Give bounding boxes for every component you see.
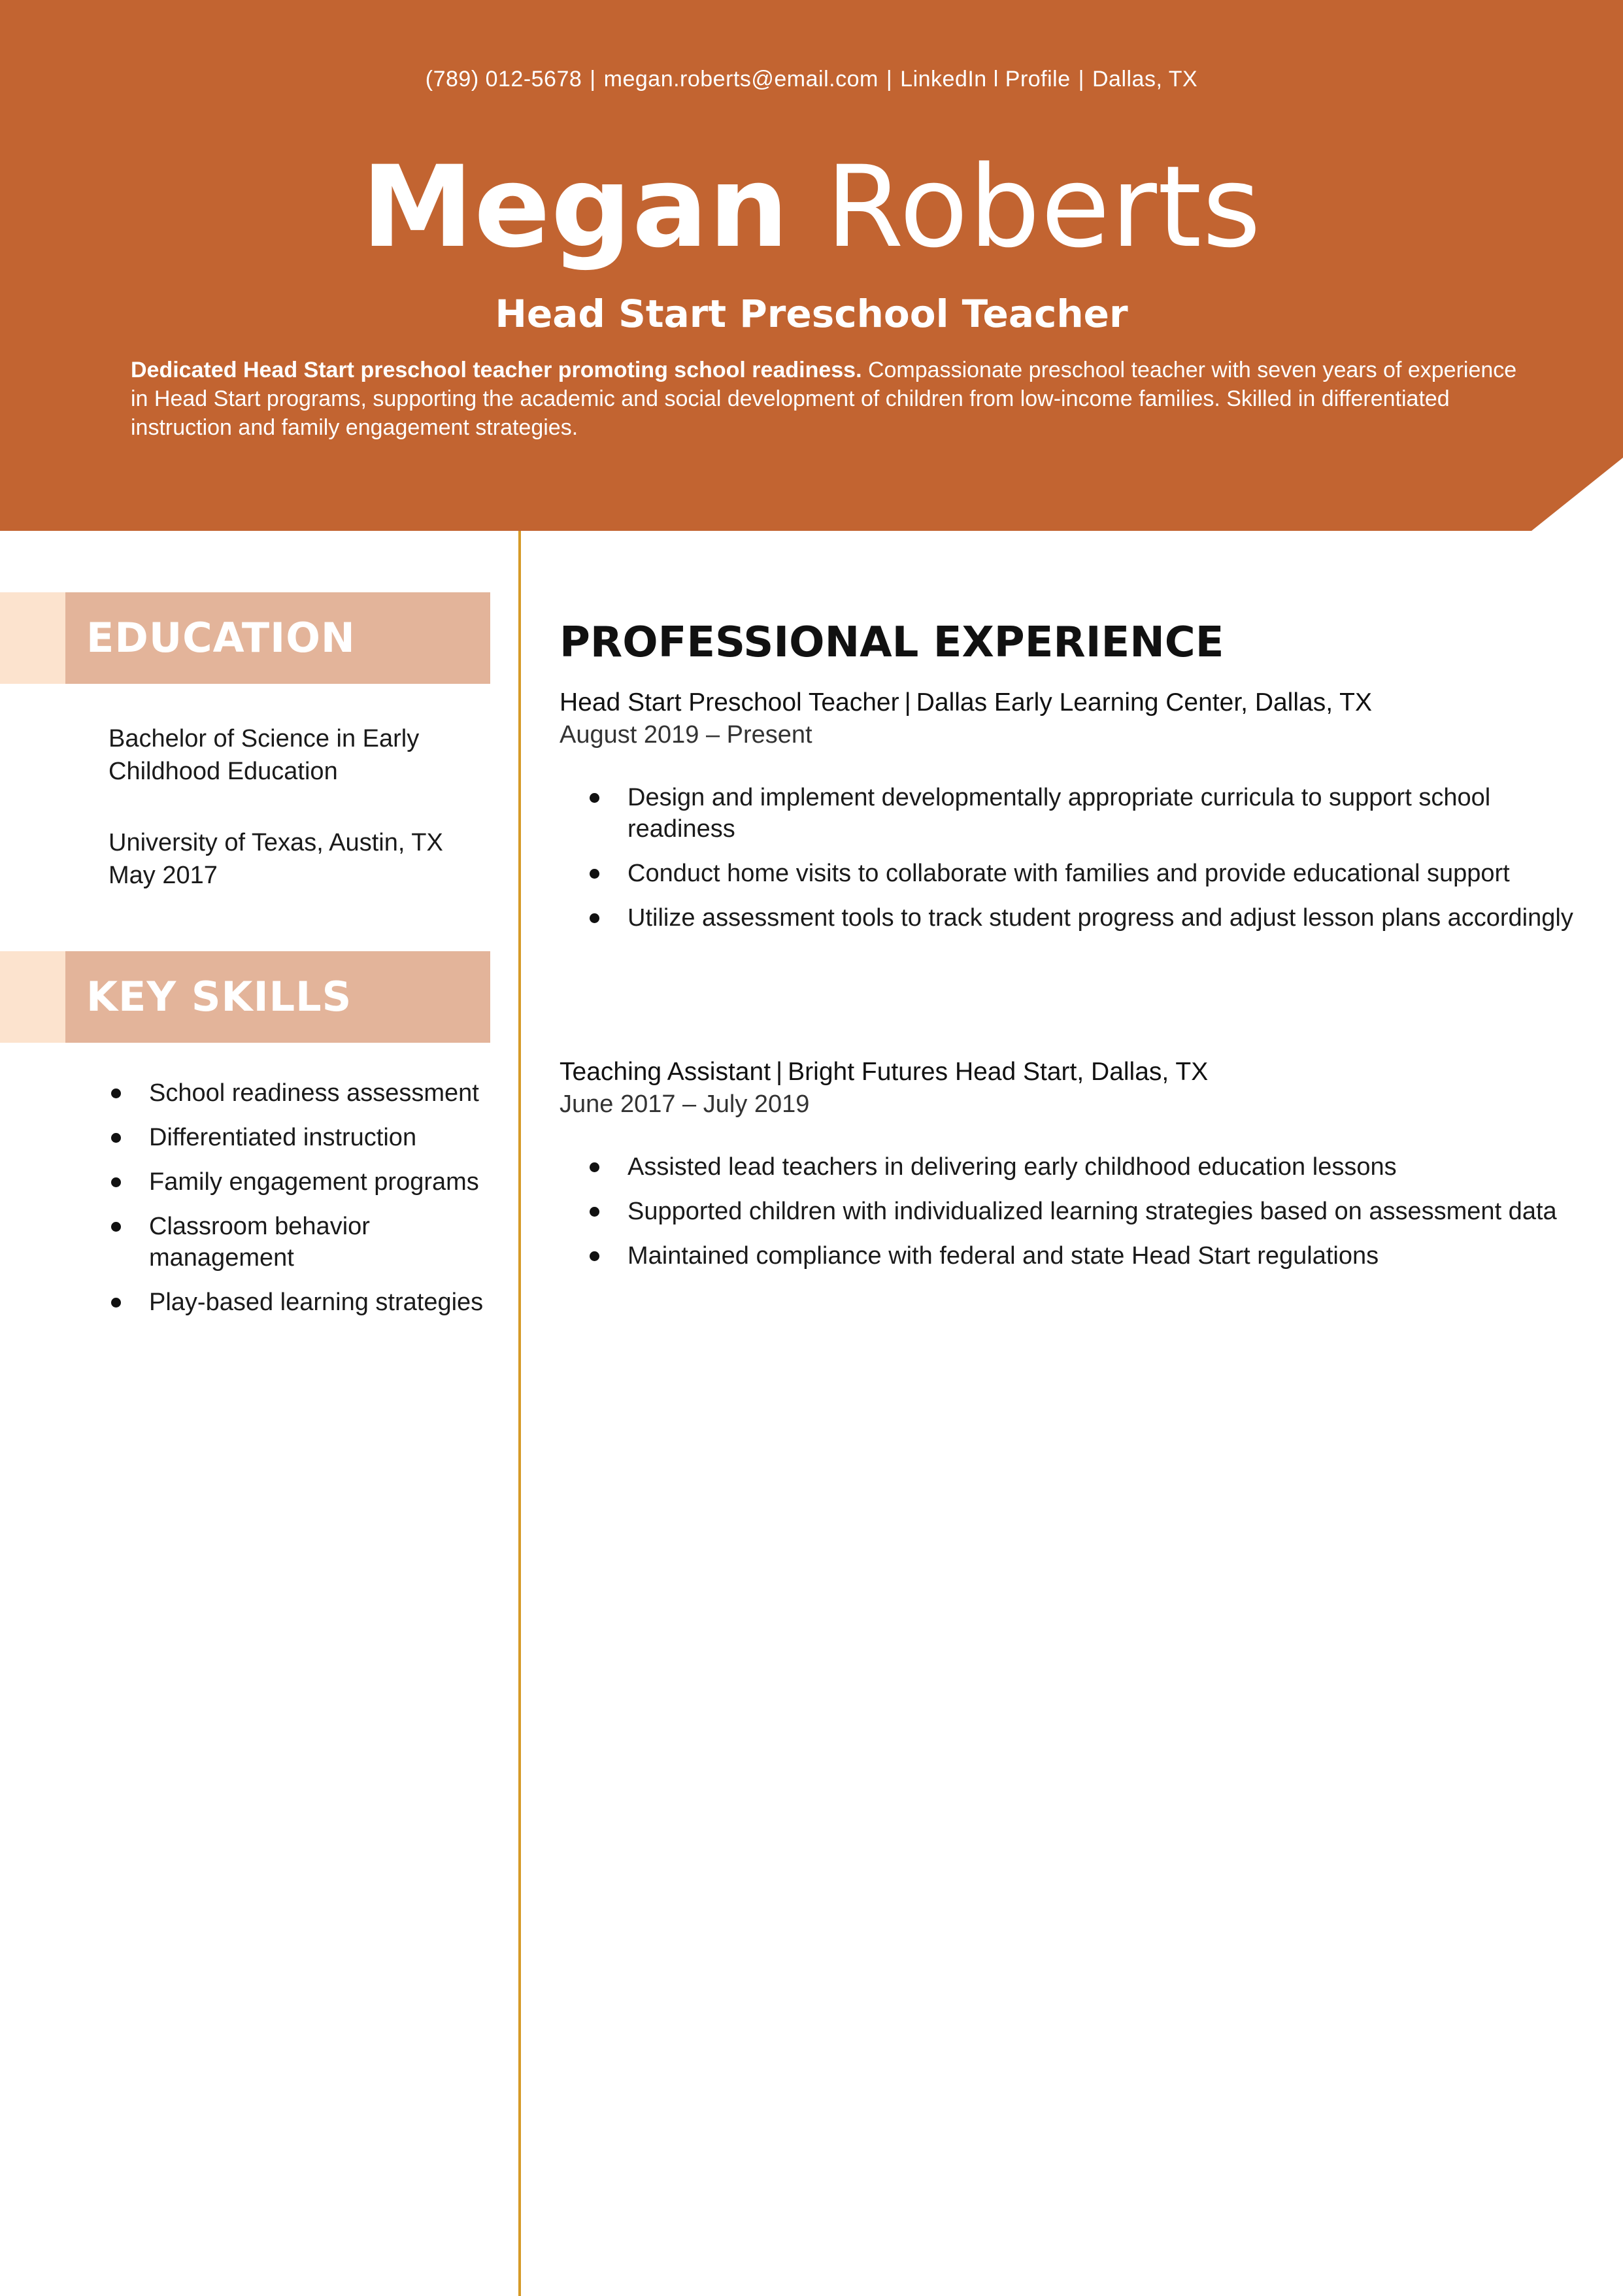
experience-heading: PROFESSIONAL EXPERIENCE [560, 618, 1224, 667]
degree-line: Bachelor of Science in Early [109, 725, 420, 752]
bullet-icon [590, 1207, 599, 1217]
job-bullets [560, 1151, 1579, 1272]
education-section-header [0, 592, 490, 684]
bullet-text: Utilize assessment tools to track student progress and adjust lesson plans accordingly [627, 904, 1573, 932]
location: Dallas, TX [1092, 67, 1198, 92]
bullet-icon [590, 793, 599, 803]
summary-body: Compassionate preschool teacher with seven years of experience in Head Start programs, supporting the academic and social development of children from low-income families. Skilled in differentiated instruction and family engagement strategies. [131, 358, 1517, 440]
contact-separator: | [886, 67, 893, 92]
job-bullet [560, 858, 1579, 889]
job-bullet [560, 782, 1579, 845]
job-role: Head Start Preschool Teacher [560, 688, 899, 717]
skill-item [109, 1122, 501, 1153]
job-header [560, 1056, 1579, 1089]
job-bullet [560, 1196, 1579, 1227]
bullet-icon [590, 1162, 599, 1172]
bullet-icon [590, 1251, 599, 1261]
job-bullet [560, 902, 1579, 934]
last-name: Roberts [826, 141, 1262, 273]
job-bullet [560, 1240, 1579, 1272]
skill-label: School readiness assessment [149, 1079, 479, 1107]
job-employer: Bright Futures Head Start, Dallas, TX [788, 1058, 1209, 1086]
job-role: Teaching Assistant [560, 1058, 771, 1086]
band-accent [0, 951, 65, 1043]
first-name: Megan [361, 141, 790, 273]
linkedin-link[interactable]: LinkedIn [900, 67, 987, 92]
bullet-text: Assisted lead teachers in delivering early childhood education lessons [627, 1153, 1397, 1181]
email-link[interactable]: megan.roberts@email.com [603, 67, 878, 92]
skill-label: Classroom behavior management [149, 1213, 370, 1272]
education-school [109, 826, 475, 892]
profile-link[interactable]: Profile [1005, 67, 1071, 92]
bullet-icon [111, 1298, 121, 1308]
skills-section-header [0, 951, 490, 1043]
job-bullet [560, 1151, 1579, 1183]
degree-line: Childhood Education [109, 758, 338, 785]
phone-number: (789) 012-5678 [425, 67, 582, 92]
summary [131, 356, 1536, 442]
skill-item [109, 1166, 501, 1198]
school-name: University of Texas, Austin, TX [109, 829, 443, 856]
column-divider [518, 531, 521, 2296]
contact-separator: l [993, 67, 999, 92]
skills-heading: KEY SKILLS [86, 973, 352, 1021]
header-corner-cut [1531, 458, 1623, 531]
skill-item [109, 1077, 501, 1109]
education-heading: EDUCATION [86, 614, 356, 662]
graduation-date: May 2017 [109, 862, 218, 889]
education-degree [109, 722, 475, 788]
skill-item [109, 1211, 501, 1274]
job-dates: August 2019 – Present [560, 721, 812, 749]
bullet-icon [590, 913, 599, 923]
skill-label: Play-based learning strategies [149, 1289, 484, 1316]
contact-separator: | [1078, 67, 1084, 92]
job-entry [560, 686, 1579, 947]
contact-separator: | [590, 67, 596, 92]
header-banner [0, 0, 1623, 531]
skill-label: Differentiated instruction [149, 1124, 417, 1151]
skill-item [109, 1287, 501, 1318]
candidate-name [0, 141, 1623, 273]
bullet-icon [111, 1089, 121, 1098]
job-bullets [560, 782, 1579, 934]
bullet-text: Design and implement developmentally appropriate curricula to support school readiness [627, 784, 1491, 843]
job-separator: | [904, 688, 911, 717]
skills-list [109, 1077, 501, 1331]
bullet-icon [111, 1222, 121, 1232]
band-accent [0, 592, 65, 684]
job-header [560, 686, 1579, 719]
skill-label: Family engagement programs [149, 1168, 479, 1196]
bullet-icon [590, 869, 599, 879]
job-dates: June 2017 – July 2019 [560, 1090, 810, 1118]
job-employer: Dallas Early Learning Center, Dallas, TX [916, 688, 1372, 717]
job-separator: | [776, 1058, 783, 1086]
job-title: Head Start Preschool Teacher [495, 292, 1128, 336]
summary-lead: Dedicated Head Start preschool teacher promoting school readiness. [131, 358, 862, 382]
bullet-text: Supported children with individualized learning strategies based on assessment data [627, 1198, 1557, 1225]
bullet-icon [111, 1177, 121, 1187]
bullet-text: Conduct home visits to collaborate with families and provide educational support [627, 860, 1510, 887]
contact-line [0, 67, 1623, 92]
job-entry [560, 1056, 1579, 1285]
bullet-text: Maintained compliance with federal and state Head Start regulations [627, 1242, 1379, 1270]
bullet-icon [111, 1133, 121, 1143]
